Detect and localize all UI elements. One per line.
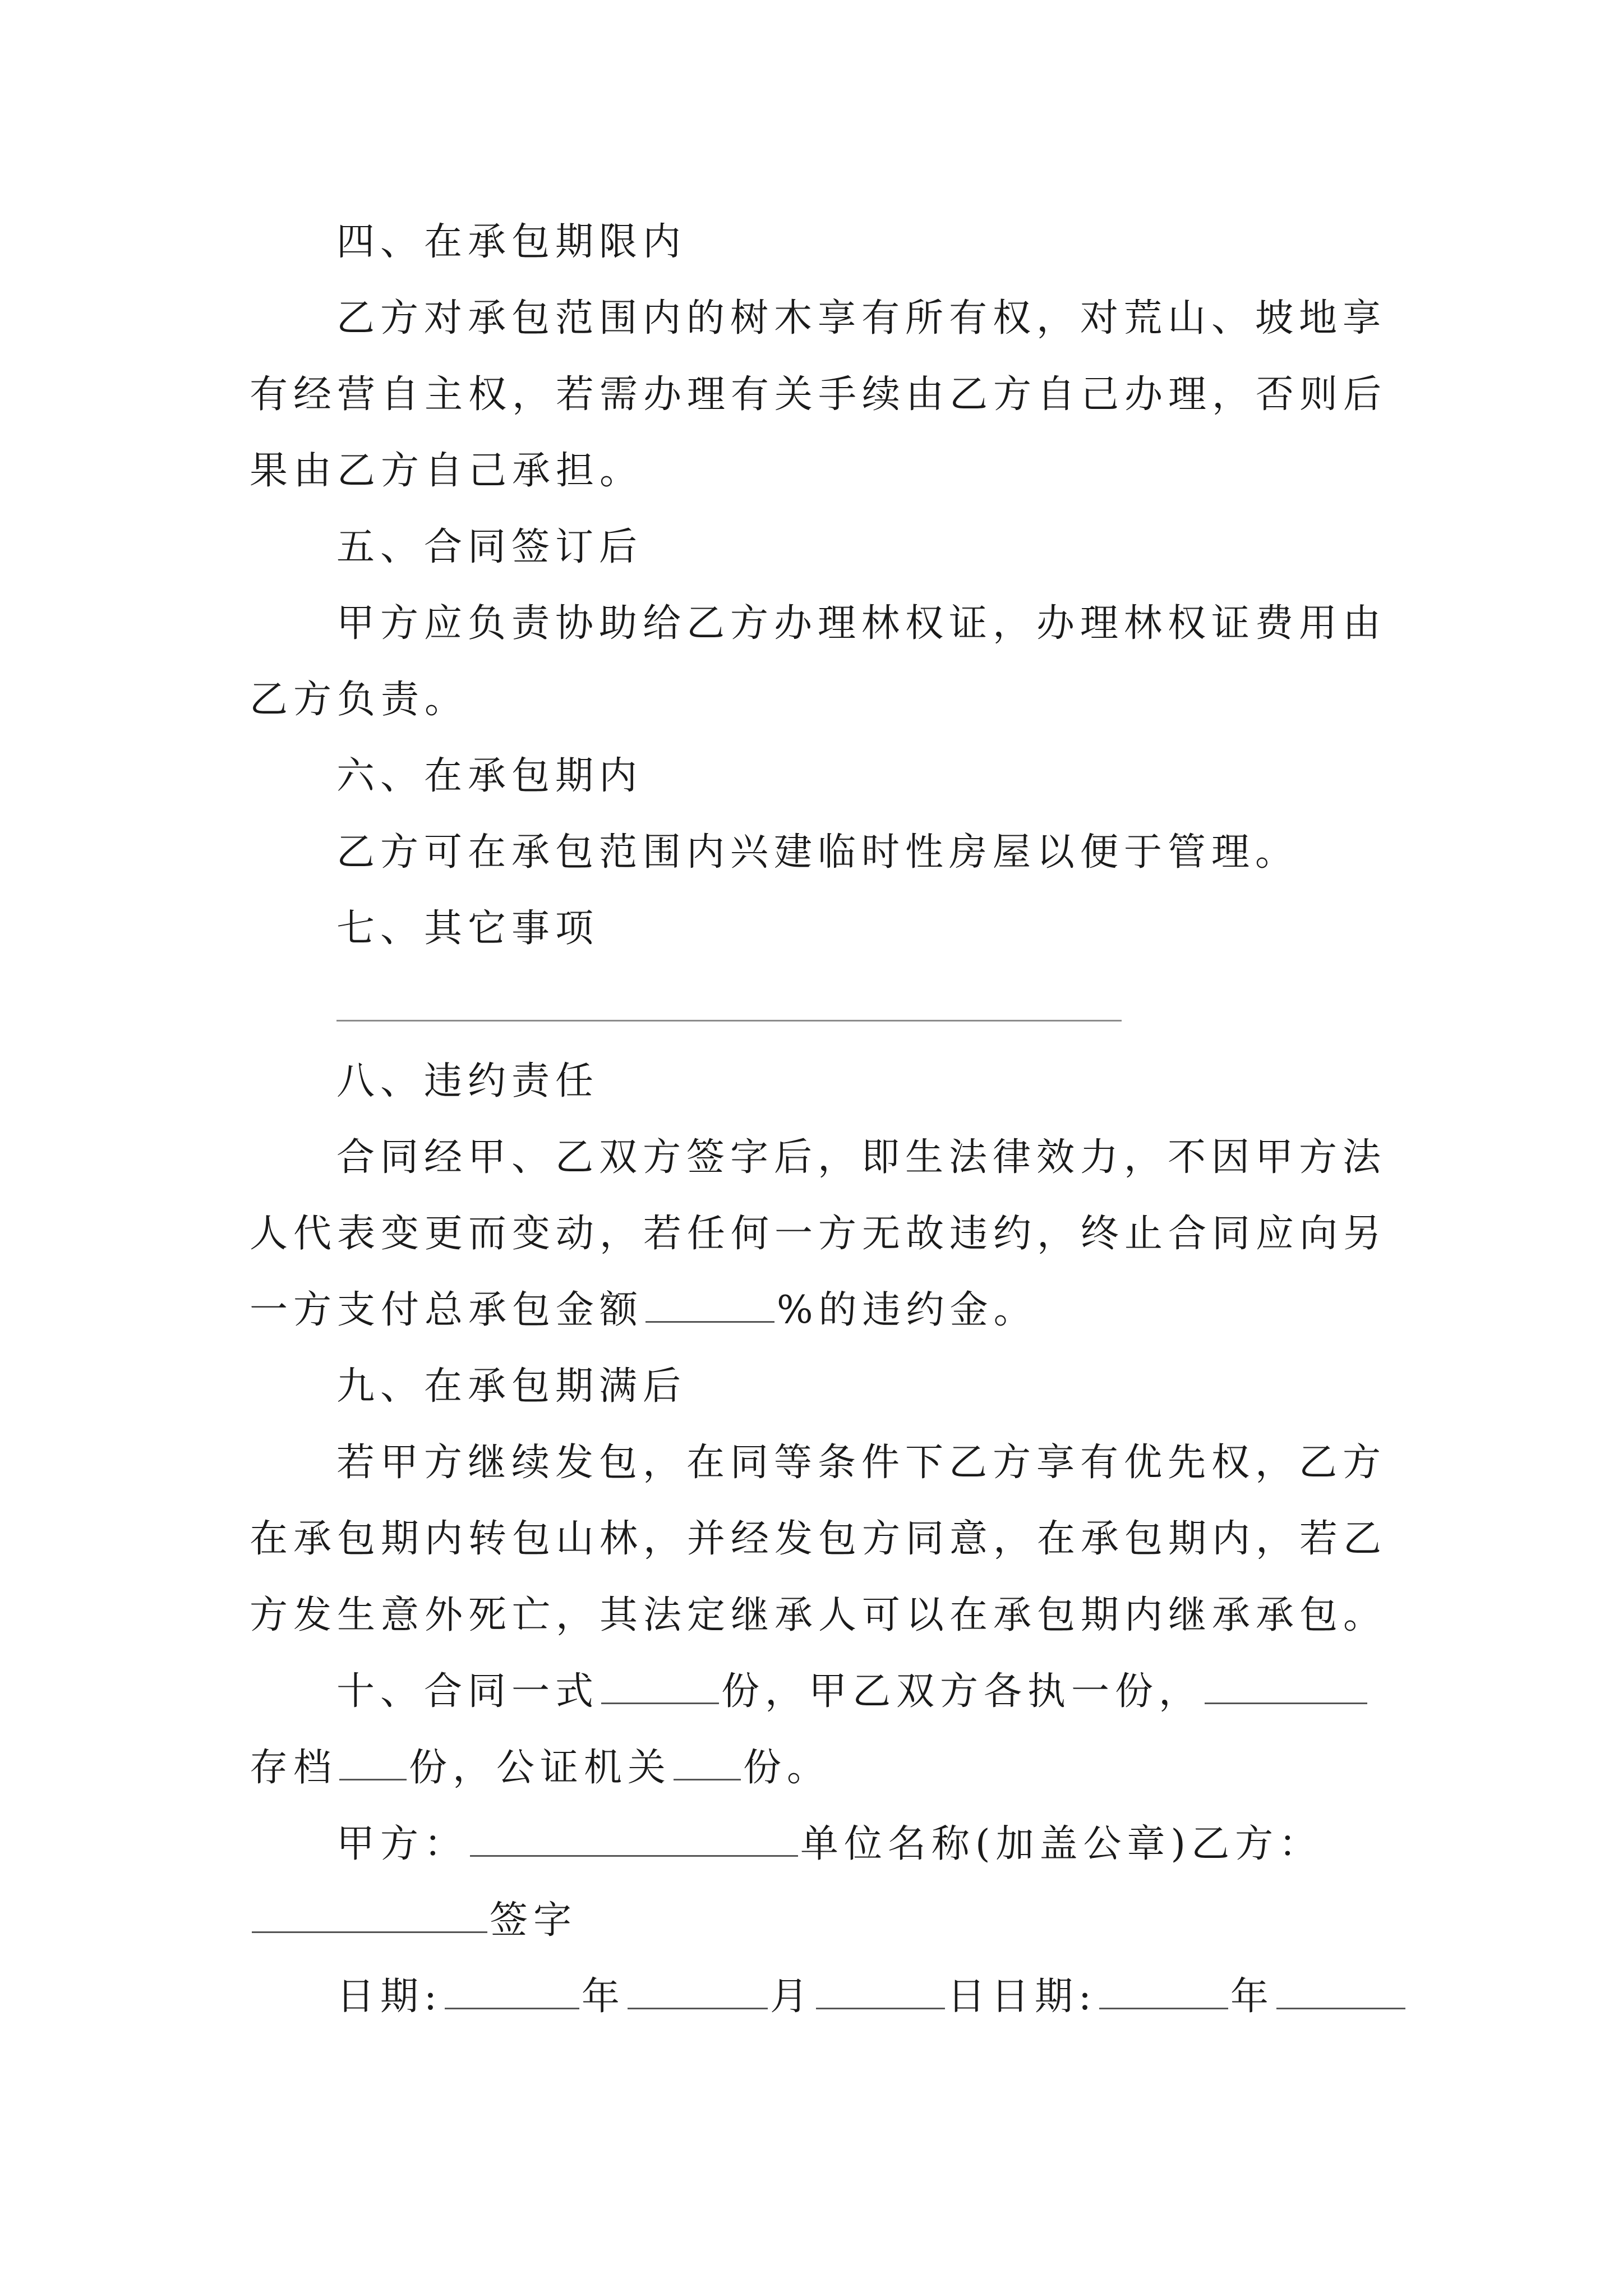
copies-count-blank — [601, 1697, 719, 1704]
party-a-label: 甲方： — [336, 1822, 468, 1866]
section-4-paragraph-line-3: 果由乙方自己承担。 — [250, 449, 644, 493]
section-8-paragraph-line-3 — [250, 1288, 1038, 1333]
section-10-text-a: 十、合同一式 — [336, 1669, 600, 1714]
date-2-month-blank — [1276, 2002, 1405, 2009]
date-1-day-and-date-2-label: 日日期: — [947, 1975, 1097, 2019]
section-6-paragraph-line-1: 乙方可在承包范围内兴建临时性房屋以便于管理。 — [336, 830, 1299, 875]
section-9-paragraph-line-2: 在承包期内转包山林，并经发包方同意，在承包期内，若乙 — [250, 1517, 1387, 1561]
section-8-paragraph-line-2: 人代表变更而变动，若任何一方无故违约，终止合同应向另 — [250, 1212, 1387, 1256]
date-label-1: 日期: — [336, 1975, 442, 2019]
section-8-text-b: %的违约金。 — [777, 1288, 1038, 1332]
section-4-paragraph-line-2: 有经营自主权，若需办理有关手续由乙方自己办理，否则后 — [250, 372, 1387, 417]
section-5-heading: 五、合同签订后 — [336, 525, 643, 569]
archive-holder-blank — [1205, 1697, 1367, 1704]
section-9-paragraph-line-1: 若甲方继续发包，在同等条件下乙方享有优先权，乙方 — [336, 1441, 1387, 1485]
date-1-month-blank — [628, 2002, 768, 2009]
section-10-text-d: 份，公证机关 — [409, 1746, 672, 1790]
unit-name-label: 单位名称(加盖公章)乙方： — [800, 1822, 1323, 1866]
section-5-paragraph-line-1: 甲方应负责协助给乙方办理林权证，办理林权证费用由 — [336, 601, 1387, 646]
signature-line-1 — [336, 1822, 1322, 1867]
archive-copies-blank — [339, 1773, 407, 1780]
notary-copies-blank — [674, 1773, 741, 1780]
section-9-paragraph-line-3: 方发生意外死亡，其法定继承人可以在承包期内继承承包。 — [250, 1593, 1387, 1637]
signature-line-2 — [250, 1898, 577, 1943]
party-a-blank — [470, 1849, 798, 1857]
section-4-heading: 四、在承包期限内 — [336, 220, 687, 264]
section-8-heading: 八、违约责任 — [336, 1059, 600, 1103]
section-5-paragraph-line-2: 乙方负责。 — [250, 678, 469, 722]
section-10-line-1 — [336, 1669, 1370, 1714]
section-10-line-2 — [250, 1746, 831, 1791]
penalty-percent-blank — [645, 1315, 774, 1323]
section-8-paragraph-line-1: 合同经甲、乙双方签字后，即生法律效力，不因甲方法 — [336, 1135, 1387, 1180]
date-2-year-label: 年 — [1230, 1975, 1274, 2019]
section-7-heading: 七、其它事项 — [336, 907, 600, 951]
section-10-text-c: 存档 — [250, 1746, 338, 1790]
section-6-heading: 六、在承包期内 — [336, 754, 643, 798]
section-7-blank-rule — [336, 1020, 1122, 1022]
signature-label: 签字 — [490, 1898, 578, 1943]
date-line — [336, 1975, 1408, 2019]
date-2-year-blank — [1099, 2002, 1228, 2009]
section-4-paragraph-line-1: 乙方对承包范围内的树木享有所有权，对荒山、坡地享 — [336, 296, 1387, 341]
date-1-year-label: 年 — [581, 1975, 625, 2019]
party-b-blank — [252, 1926, 487, 1933]
section-8-text-a: 一方支付总承包金额 — [250, 1288, 644, 1332]
date-1-month-label: 月 — [769, 1975, 814, 2019]
section-9-heading: 九、在承包期满后 — [336, 1364, 687, 1409]
date-1-year-blank — [445, 2002, 579, 2009]
date-1-day-blank — [816, 2002, 945, 2009]
section-10-text-e: 份。 — [743, 1746, 831, 1790]
section-10-text-b: 份，甲乙双方各执一份， — [721, 1669, 1203, 1714]
